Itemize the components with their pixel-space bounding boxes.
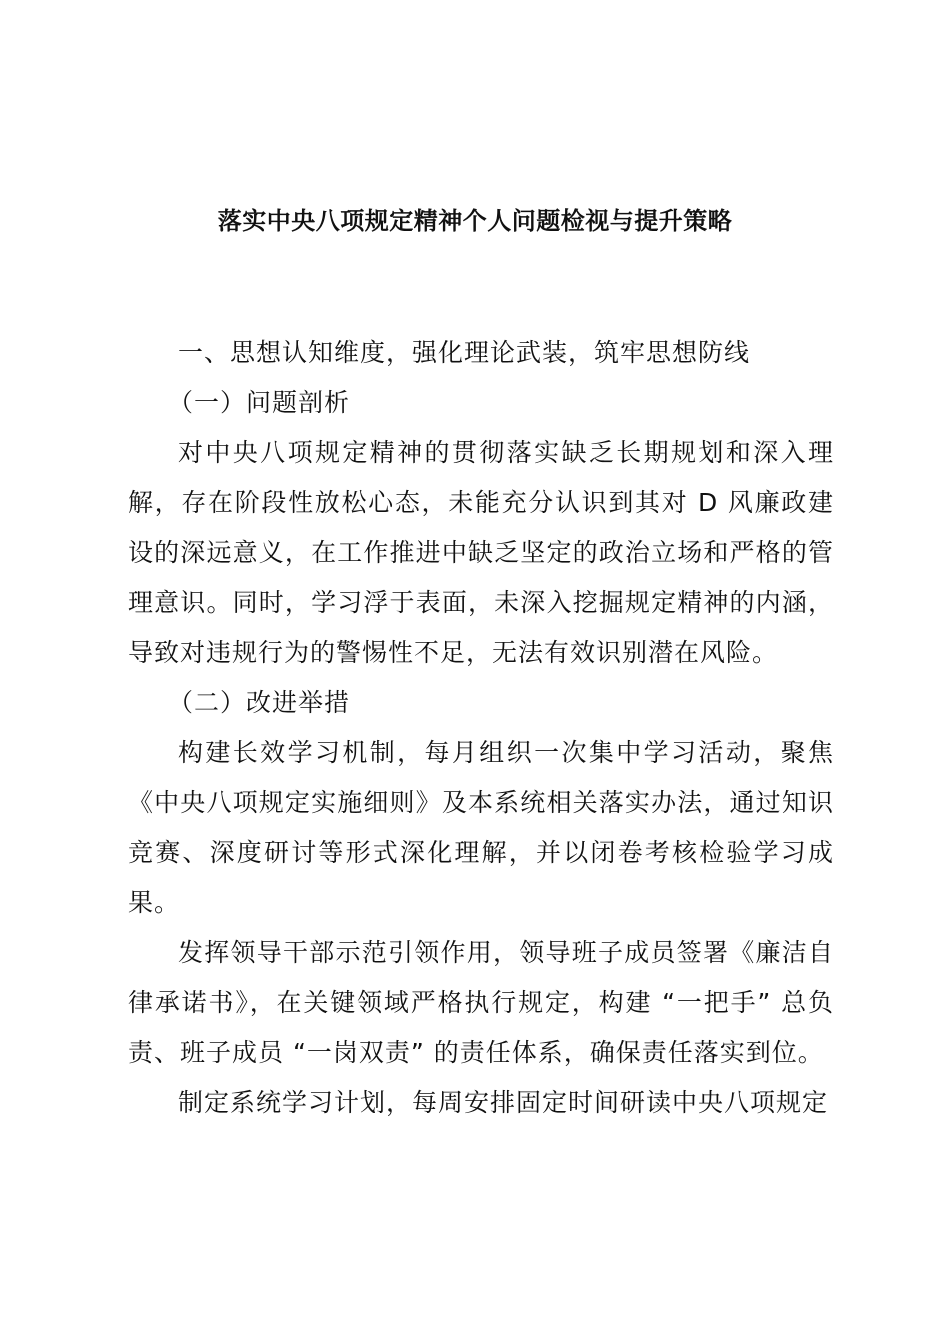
sub-heading-improvement-measures: （二）改进举措 [168, 688, 351, 717]
section-heading: 一、思想认知维度，强化理论武装，筑牢思想防线 [178, 338, 751, 367]
sub-heading-problem-analysis: （一）问题剖析 [168, 388, 351, 417]
paragraph-study-plan: 制定系统学习计划，每周安排固定时间研读中央八项规定 [178, 1088, 829, 1117]
paragraph-learning-mechanism: 构建长效学习机制，每月组织一次集中学习活动，聚焦《中央八项规定实施细则》及本系统相关落实办法，通过知识竞赛、深度研讨等形式深化理解，并以闭卷考核检验学习成果。 [128, 738, 834, 917]
document-title: 落实中央八项规定精神个人问题检视与提升策略 [217, 207, 733, 235]
paragraph-leadership-role: 发挥领导干部示范引领作用，领导班子成员签署《廉洁自律承诺书》，在关键领域严格执行规定，构建 “一把手” 总负责、班子成员 “一岗双责” 的责任体系，确保责任落实到位。 [128, 938, 834, 1067]
document-body [128, 328, 834, 1128]
paragraph-problem-analysis: 对中央八项规定精神的贯彻落实缺乏长期规划和深入理解，存在阶段性放松心态，未能充分认识到其对 D 风廉政建设的深远意义，在工作推进中缺乏坚定的政治立场和严格的管理意识。同时，学习浮于表面，未深入挖掘规定精神的内涵，导致对违规行为的警惕性不足，无法有效识别潜在风险。 [128, 438, 834, 667]
